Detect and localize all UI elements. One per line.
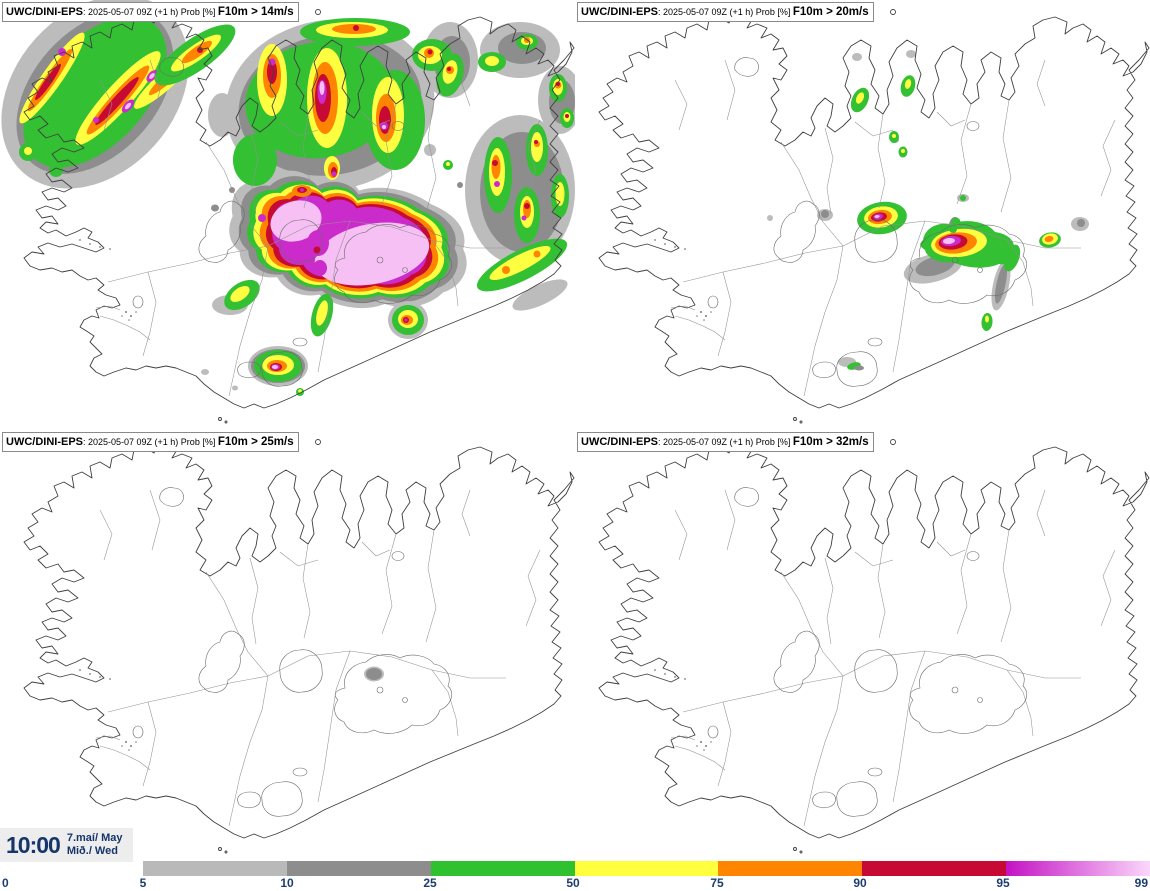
colorbar-tick-25: 25 [423, 876, 437, 890]
colorbar-segment-50-75 [575, 861, 719, 876]
model-name: UWC/DINI-EPS [6, 436, 83, 448]
run-info: : 2025-05-07 09Z (+1 h) Prob [%] [83, 437, 218, 447]
panel-f10m-14ms [0, 0, 575, 430]
timestamp-box [0, 828, 133, 862]
map-f10m-25ms[interactable] [0, 430, 575, 860]
colorbar-segment-95-99 [1006, 861, 1150, 876]
model-name: UWC/DINI-EPS [6, 6, 83, 18]
model-name: UWC/DINI-EPS [581, 436, 658, 448]
time-value: 10:00 [6, 831, 60, 858]
panel-f10m-25ms [0, 430, 575, 860]
panel-title-20ms [577, 2, 874, 22]
colorbar-tick-99: 99 [1134, 876, 1148, 890]
colorbar-tick-75: 75 [710, 876, 724, 890]
date-line-top: 7.maí/ May [66, 832, 123, 844]
colorbar-tick-10: 10 [280, 876, 294, 890]
panel-title-25ms [2, 432, 299, 452]
panel-f10m-32ms [575, 430, 1150, 860]
colorbar-tick-5: 5 [139, 876, 147, 890]
panel-title-32ms [577, 432, 874, 452]
colorbar-tick-0: 0 [2, 876, 9, 890]
colorbar-segment-75-90 [718, 861, 862, 876]
date-line-bottom: Mið./ Wed [66, 845, 118, 857]
run-info: : 2025-05-07 09Z (+1 h) Prob [%] [83, 7, 218, 17]
model-name: UWC/DINI-EPS [581, 6, 658, 18]
run-info: : 2025-05-07 09Z (+1 h) Prob [%] [658, 7, 793, 17]
colorbar-segment-90-95 [862, 861, 1006, 876]
colorbar-segment-25-50 [431, 861, 575, 876]
colorbar-tick-90: 90 [853, 876, 867, 890]
threshold-label: F10m > 20m/s [792, 6, 869, 18]
map-f10m-32ms[interactable] [575, 430, 1150, 860]
threshold-label: F10m > 32m/s [792, 436, 869, 448]
map-f10m-14ms[interactable] [0, 0, 575, 430]
threshold-label: F10m > 25m/s [217, 436, 294, 448]
colorbar-tick-95: 95 [996, 876, 1010, 890]
colorbar-segment-10-25 [287, 861, 431, 876]
panel-title-14ms [2, 2, 299, 22]
run-info: : 2025-05-07 09Z (+1 h) Prob [%] [658, 437, 793, 447]
colorbar-segment-5-10 [143, 861, 287, 876]
colorbar-tick-50: 50 [566, 876, 580, 890]
threshold-label: F10m > 14m/s [217, 6, 294, 18]
probability-colorbar [143, 861, 1150, 876]
map-f10m-20ms[interactable] [575, 0, 1150, 430]
panel-f10m-20ms [575, 0, 1150, 430]
